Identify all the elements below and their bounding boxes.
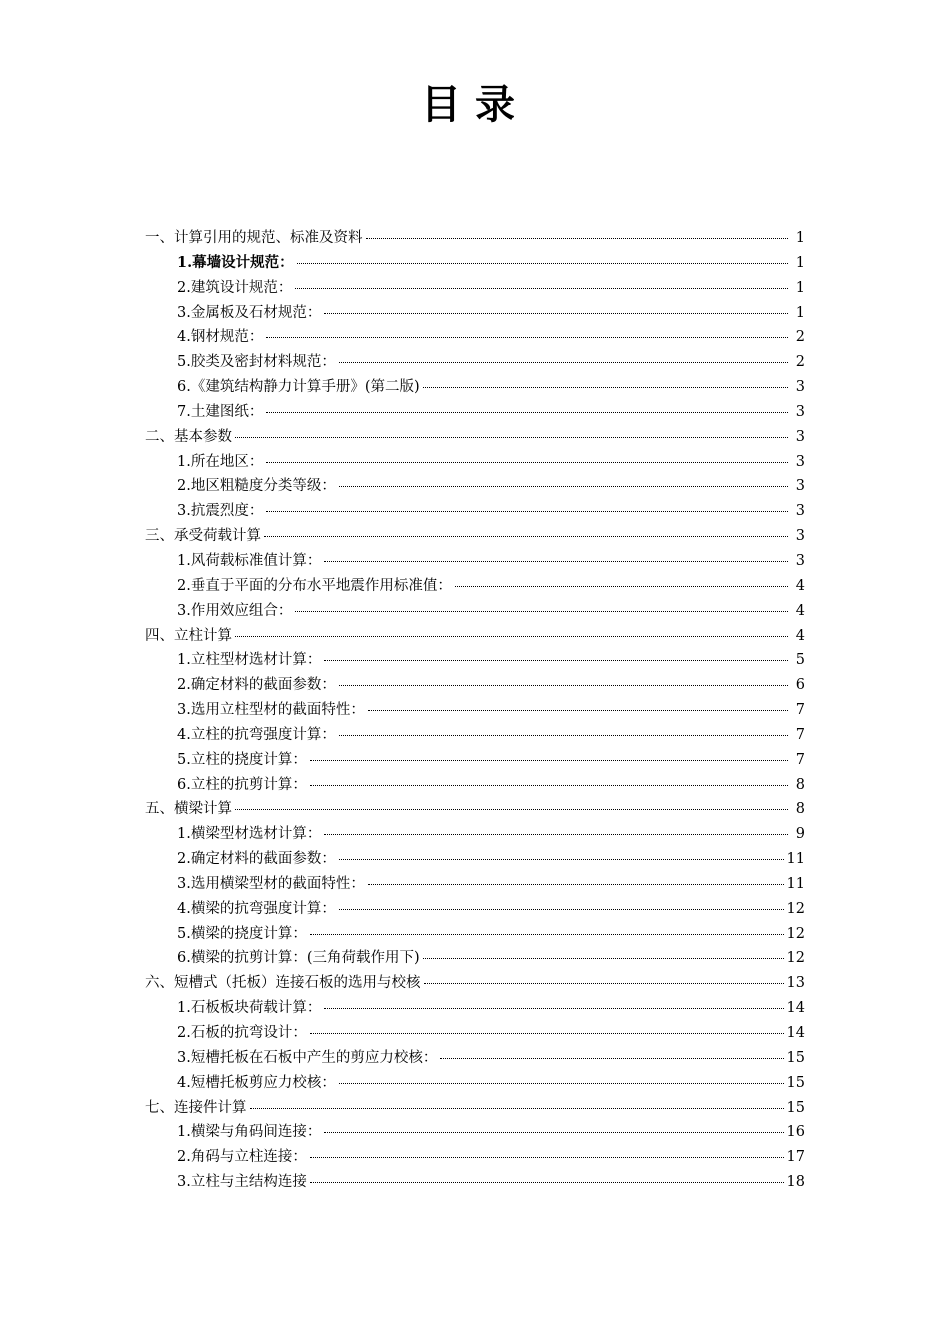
toc-dot-leader: [310, 1157, 784, 1158]
toc-page-number: 14: [786, 1025, 805, 1041]
toc-dot-leader: [266, 337, 788, 338]
toc-dot-leader: [424, 983, 784, 984]
toc-dot-leader: [310, 760, 788, 761]
toc-section-entry[interactable]: [145, 425, 805, 450]
toc-subsection-entry[interactable]: [145, 325, 805, 350]
toc-section-entry[interactable]: [145, 971, 805, 996]
toc-entry-label: 1.石板板块荷载计算：: [177, 1000, 322, 1017]
toc-subsection-entry[interactable]: [145, 574, 805, 599]
toc-dot-leader: [266, 412, 788, 413]
toc-subsection-entry[interactable]: [145, 748, 805, 773]
toc-entry-label: 2.确定材料的截面参数：: [177, 677, 336, 694]
toc-entry-label: 2.垂直于平面的分布水平地震作用标准值：: [177, 577, 452, 594]
toc-dot-leader: [339, 859, 784, 860]
toc-entry-label: 1.所在地区：: [177, 453, 264, 470]
toc-dot-leader: [324, 834, 788, 835]
toc-subsection-entry[interactable]: [145, 450, 805, 475]
toc-dot-leader: [310, 1033, 784, 1034]
toc-dot-leader: [235, 437, 788, 438]
toc-entry-label: 4.钢材规范：: [177, 329, 264, 346]
toc-page-number: 11: [786, 875, 805, 892]
toc-subsection-entry[interactable]: [145, 773, 805, 798]
toc-dot-leader: [339, 685, 788, 686]
toc-section-entry[interactable]: [145, 226, 805, 251]
toc-dot-leader: [324, 313, 788, 314]
toc-subsection-entry[interactable]: [145, 1046, 805, 1071]
toc-dot-leader: [235, 809, 788, 810]
toc-entry-label: 1.风荷载标准值计算：: [177, 552, 322, 569]
toc-entry-label: 5.胶类及密封材料规范：: [177, 354, 336, 371]
toc-dot-leader: [250, 1108, 784, 1109]
toc-page-number: 7: [795, 751, 805, 768]
toc-page-number: 9: [795, 826, 805, 843]
toc-page-number: 14: [786, 1000, 805, 1017]
toc-entry-label: 五、横梁计算: [145, 801, 232, 818]
toc-entry-label: 4.短槽托板剪应力校核：: [177, 1074, 336, 1091]
toc-page-number: 18: [786, 1174, 805, 1191]
toc-entry-label: 六、短槽式（托板）连接石板的选用与校核: [145, 975, 421, 992]
toc-entry-label: 七、连接件计算: [145, 1099, 247, 1116]
toc-entry-label: 5.立柱的挠度计算：: [177, 751, 307, 768]
toc-entry-label: 4.横梁的抗弯强度计算：: [177, 900, 336, 917]
toc-entry-label: 7.土建图纸：: [177, 403, 264, 420]
toc-entry-label: 3.作用效应组合：: [177, 602, 293, 619]
toc-subsection-entry[interactable]: [145, 698, 805, 723]
toc-entry-label: 二、基本参数: [145, 428, 232, 445]
toc-section-entry[interactable]: [145, 524, 805, 549]
toc-page-number: 3: [795, 528, 805, 545]
toc-page-number: 7: [795, 702, 805, 719]
toc-dot-leader: [264, 536, 788, 537]
toc-page-number: 4: [795, 577, 805, 594]
toc-entry-label: 2.地区粗糙度分类等级：: [177, 478, 336, 495]
toc-subsection-entry[interactable]: [145, 599, 805, 624]
toc-dot-leader: [423, 958, 784, 959]
toc-section-entry[interactable]: [145, 797, 805, 822]
toc-entry-label: 3.抗震烈度：: [177, 503, 264, 520]
toc-page-number: 17: [786, 1149, 805, 1166]
toc-dot-leader: [368, 884, 784, 885]
toc-page-number: 3: [795, 453, 805, 470]
toc-entry-label: 5.横梁的挠度计算：: [177, 925, 307, 942]
toc-entry-label: 3.金属板及石材规范：: [177, 304, 322, 321]
toc-entry-label: 3.选用立柱型材的截面特性：: [177, 702, 365, 719]
toc-page-number: 5: [795, 652, 805, 669]
toc-page-number: 12: [786, 925, 805, 942]
toc-dot-leader: [295, 288, 788, 289]
toc-page-number: 6: [795, 677, 805, 694]
toc-entry-label: 1.横梁与角码间连接：: [177, 1124, 322, 1141]
toc-subsection-entry[interactable]: [145, 648, 805, 673]
toc-subsection-entry[interactable]: [145, 723, 805, 748]
toc-dot-leader: [310, 934, 784, 935]
toc-subsection-entry[interactable]: [145, 301, 805, 326]
toc-entry-label: 4.立柱的抗弯强度计算：: [177, 726, 336, 743]
toc-dot-leader: [266, 462, 788, 463]
toc-entry-label: 2.确定材料的截面参数：: [177, 851, 336, 868]
toc-dot-leader: [324, 1008, 783, 1009]
toc-dot-leader: [310, 1182, 784, 1183]
toc-entry-label: 三、承受荷载计算: [145, 528, 261, 545]
toc-dot-leader: [440, 1058, 783, 1059]
toc-page-number: 3: [795, 379, 805, 396]
toc-subsection-entry[interactable]: [145, 350, 805, 375]
toc-page-number: 3: [795, 403, 805, 420]
toc-entry-label: 1.幕墙设计规范：: [177, 253, 294, 271]
toc-page-number: 3: [795, 503, 805, 520]
toc-entry-label: 2.角码与立柱连接：: [177, 1149, 307, 1166]
toc-subsection-entry[interactable]: [145, 400, 805, 425]
toc-page-number: 3: [795, 552, 805, 569]
toc-dot-leader: [339, 735, 788, 736]
toc-page-number: 7: [795, 726, 805, 743]
toc-subsection-entry[interactable]: [145, 946, 805, 971]
toc-subsection-entry[interactable]: [145, 897, 805, 922]
toc-page-number: 4: [795, 627, 805, 644]
toc-subsection-entry[interactable]: [145, 872, 805, 897]
toc-dot-leader: [324, 561, 788, 562]
toc-subsection-entry[interactable]: [145, 1170, 805, 1195]
toc-entry-label: 6.立柱的抗剪计算：: [177, 776, 307, 793]
toc-page-number: 8: [795, 776, 805, 793]
toc-page-number: 1: [795, 230, 805, 246]
toc-subsection-entry[interactable]: [145, 1071, 805, 1096]
toc-entry-label: 1.横梁型材选材计算：: [177, 826, 322, 843]
toc-page-number: 3: [795, 478, 805, 495]
page-title: 目录: [421, 82, 529, 128]
toc-subsection-entry[interactable]: [145, 474, 805, 499]
toc-subsection-entry[interactable]: [145, 1120, 805, 1145]
toc-dot-leader: [455, 586, 788, 587]
toc-page-number: 8: [795, 801, 805, 818]
toc-subsection-entry[interactable]: [145, 847, 805, 872]
toc-dot-leader: [324, 660, 788, 661]
toc-dot-leader: [423, 387, 788, 388]
toc-subsection-entry[interactable]: [145, 1021, 805, 1046]
toc-dot-leader: [339, 1083, 784, 1084]
toc-dot-leader: [266, 511, 788, 512]
toc-section-entry[interactable]: [145, 624, 805, 649]
toc-entry-label: 6.《建筑结构静力计算手册》(第二版): [177, 379, 420, 396]
toc-subsection-entry[interactable]: [145, 922, 805, 947]
toc-dot-leader: [235, 636, 788, 637]
toc-page-number: 15: [786, 1099, 805, 1116]
toc-entry-label: 3.立柱与主结构连接: [177, 1174, 307, 1191]
table-of-contents: [145, 226, 805, 1195]
toc-page-number: 15: [786, 1049, 805, 1066]
toc-page-number: 12: [786, 950, 805, 967]
toc-entry-label: 2.石板的抗弯设计：: [177, 1025, 307, 1041]
toc-dot-leader: [339, 909, 784, 910]
toc-section-entry[interactable]: [145, 1096, 805, 1121]
toc-subsection-entry[interactable]: [145, 251, 805, 276]
toc-page-number: 2: [795, 354, 805, 371]
toc-dot-leader: [295, 611, 788, 612]
toc-subsection-entry[interactable]: [145, 549, 805, 574]
toc-page-number: 12: [786, 900, 805, 917]
toc-subsection-entry[interactable]: [145, 996, 805, 1021]
toc-page-number: 1: [795, 279, 805, 296]
toc-page-number: 1: [795, 254, 805, 271]
toc-subsection-entry[interactable]: [145, 822, 805, 847]
toc-page-number: 11: [786, 851, 805, 868]
toc-dot-leader: [366, 238, 789, 239]
toc-page-number: 13: [786, 975, 805, 992]
toc-dot-leader: [310, 785, 788, 786]
toc-page-number: 4: [795, 602, 805, 619]
toc-entry-label: 2.建筑设计规范：: [177, 279, 293, 296]
toc-subsection-entry[interactable]: [145, 499, 805, 524]
toc-page-number: 3: [795, 428, 805, 445]
toc-subsection-entry[interactable]: [145, 1145, 805, 1170]
toc-dot-leader: [339, 486, 788, 487]
toc-entry-label: 3.短槽托板在石板中产生的剪应力校核：: [177, 1049, 438, 1066]
toc-page-number: 16: [786, 1124, 805, 1141]
toc-page-number: 1: [795, 304, 805, 321]
toc-subsection-entry[interactable]: [145, 673, 805, 698]
toc-entry-label: 3.选用横梁型材的截面特性：: [177, 875, 365, 892]
toc-subsection-entry[interactable]: [145, 276, 805, 301]
toc-page-number: 15: [786, 1074, 805, 1091]
toc-dot-leader: [368, 710, 788, 711]
toc-entry-label: 6.横梁的抗剪计算：(三角荷载作用下): [177, 950, 420, 967]
toc-dot-leader: [297, 263, 788, 264]
toc-page-number: 2: [795, 329, 805, 346]
toc-entry-label: 1.立柱型材选材计算：: [177, 652, 322, 669]
toc-entry-label: 四、立柱计算: [145, 627, 232, 644]
toc-subsection-entry[interactable]: [145, 375, 805, 400]
toc-entry-label: 一、计算引用的规范、标准及资料: [145, 230, 363, 246]
toc-dot-leader: [324, 1132, 783, 1133]
toc-dot-leader: [339, 362, 788, 363]
